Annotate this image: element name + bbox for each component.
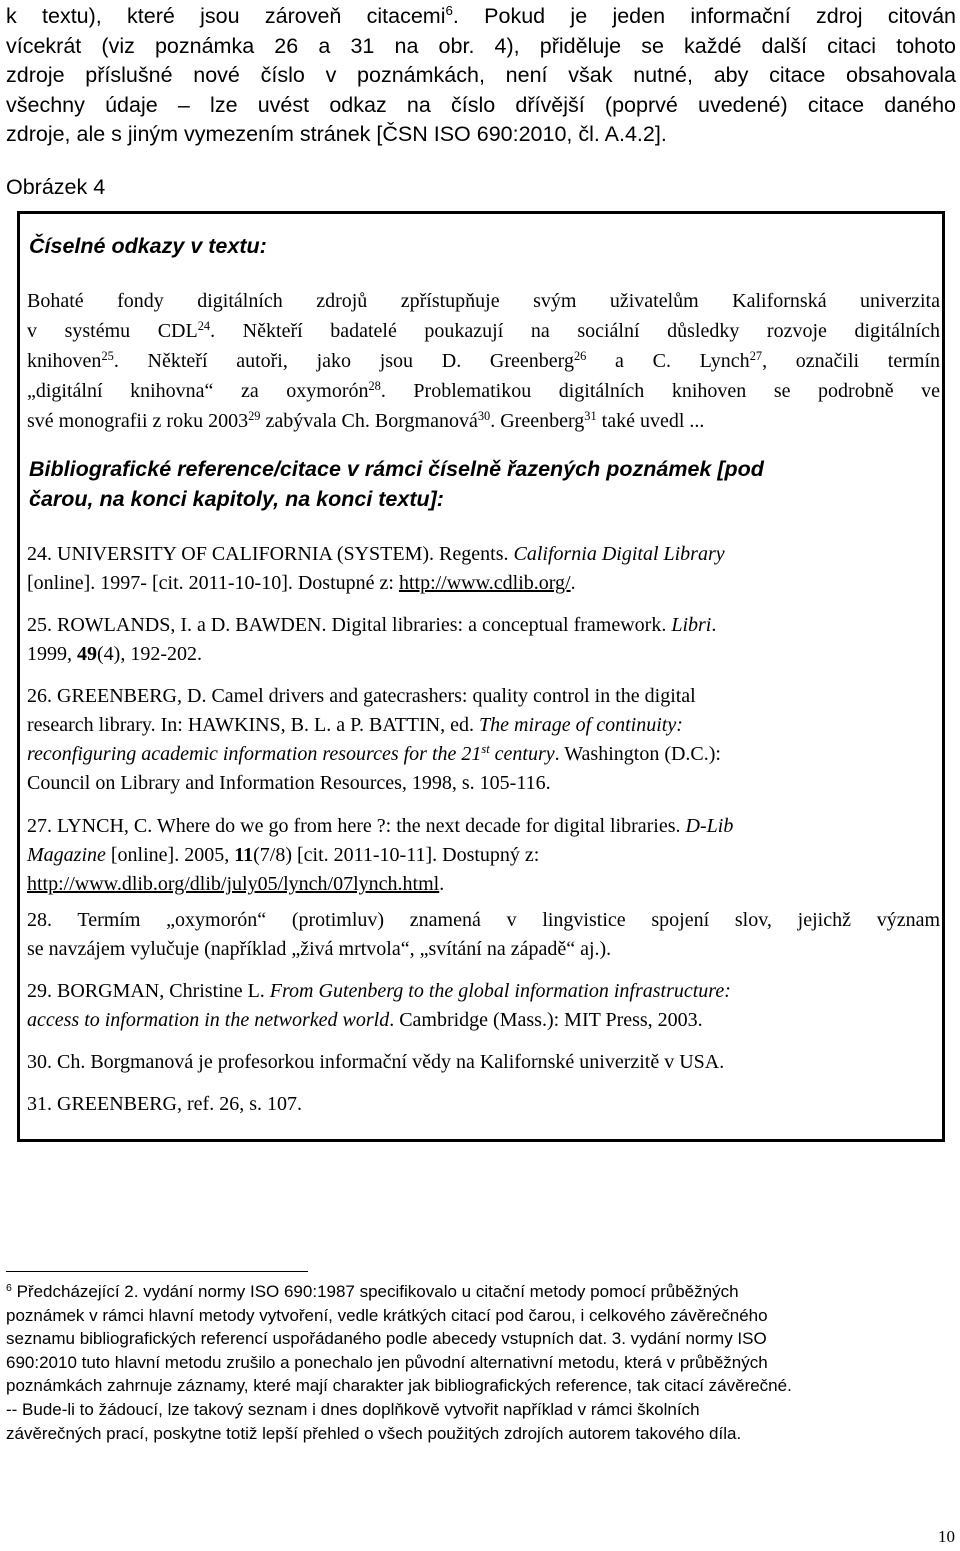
ref-volume: 49 (77, 643, 97, 665)
intro-line: vícekrát (viz poznámka 26 a 31 na obr. 4), přiděluje se každé další citaci tohoto (6, 33, 956, 58)
ref-line: se navzájem vylučuje (například „živá mrtvola“, „svítání na západě“ aj.). (27, 938, 612, 960)
text: [online]. 2005, (105, 844, 235, 866)
intro-line (6, 2, 956, 32)
ordinal-suffix: st (481, 741, 490, 756)
body-line: Bohaté fondy digitálních zdrojů zpřístupňuje svým uživatelům Kalifornská univerzita (27, 290, 940, 312)
figure-caption: Obrázek 4 (6, 175, 106, 199)
note-ref-26[interactable]: 26 (573, 348, 587, 363)
text: v systému CDL (27, 320, 198, 342)
heading-line: Bibliografické reference/citace v rámci číselně řazených poznámek [pod (29, 457, 764, 481)
text: . (711, 614, 717, 636)
note-ref-24[interactable]: 24 (197, 318, 211, 333)
body-line (27, 376, 940, 406)
ref-title: D-Lib (685, 815, 734, 837)
text: . (439, 873, 445, 895)
ref-line: Council on Library and Information Resources, 1998, s. 105-116. (27, 772, 551, 794)
text: knihoven (27, 350, 102, 372)
dlib-link[interactable]: http://www.dlib.org/dlib/july05/lynch/07lynch.html (27, 873, 440, 895)
text: (4), 192-202. (97, 643, 202, 665)
ref-line (27, 1006, 940, 1035)
ref-line (27, 841, 940, 870)
footnote-line (6, 1280, 950, 1304)
intro-line: zdroje příslušné nové číslo v poznámkách, není však nutné, aby citace obsahovala (6, 63, 956, 87)
text: 24. UNIVERSITY OF CALIFORNIA (SYSTEM). Regents. (27, 543, 514, 565)
text: (7/8) [cit. 2011-10-11]. Dostupný z: (253, 844, 540, 866)
note-ref-28[interactable]: 28 (368, 378, 381, 393)
intro-line: zdroje, ale s jiným vymezením stránek [ČSN ISO 690:2010, čl. A.4.2]. (6, 122, 667, 146)
text: 29. BORGMAN, Christine L. (27, 980, 270, 1002)
text: . Washington (D.C.): (554, 743, 721, 765)
note-ref-30[interactable]: 30 (477, 408, 491, 423)
text: research library. In: HAWKINS, B. L. a P. BATTIN, ed. (27, 714, 479, 736)
note-ref-25[interactable]: 25 (101, 348, 114, 363)
reference-29 (27, 977, 940, 1035)
text: reconfiguring academic information resources for the 21 (27, 743, 482, 765)
footnote-line: závěrečných prací, poskytne totiž lepší přehled o všech použitých zdrojích autorem takového díla. (6, 1423, 742, 1443)
cdlib-link[interactable]: http://www.cdlib.org/ (398, 572, 571, 594)
reference-31 (27, 1090, 940, 1119)
text: 25. ROWLANDS, I. a D. BAWDEN. Digital libraries: a conceptual framework. (27, 614, 672, 636)
ref-title (27, 743, 555, 765)
ref-title: The mirage of continuity: (479, 714, 683, 736)
footnote-marker: 6 (6, 1281, 12, 1294)
text: k textu), které jsou zároveň citacemi (6, 4, 446, 28)
reference-26 (27, 682, 940, 798)
ref-volume: 11 (234, 844, 254, 866)
figure-box (17, 211, 945, 1142)
note-ref-27[interactable]: 27 (749, 348, 763, 363)
text: 27. LYNCH, C. Where do we go from here ?: the next decade for digital libraries. (27, 815, 686, 837)
text: . Problematikou digitálních knihoven se podrobně ve (380, 380, 940, 402)
note-ref-29[interactable]: 29 (248, 408, 261, 423)
body-line (27, 406, 940, 436)
text: také uvedl ... (596, 410, 705, 432)
ref-line (27, 640, 940, 669)
text: . Někteří autoři, jako jsou D. Greenberg (113, 350, 574, 372)
ref-line: 31. GREENBERG, ref. 26, s. 107. (27, 1093, 302, 1115)
ref-line: 26. GREENBERG, D. Camel drivers and gatecrashers: quality control in the digital (27, 685, 696, 707)
footnote-separator (6, 1271, 308, 1272)
text: „digitální knihovna“ za oxymorón (27, 380, 369, 402)
text: . Někteří badatelé poukazují na sociální důsledky rozvoje digitálních (210, 320, 940, 342)
intro-paragraph (6, 2, 956, 150)
ref-line (27, 540, 940, 569)
text: , označili termín (762, 350, 941, 372)
ref-line (27, 611, 940, 640)
footnote-line: -- Bude-li to žádoucí, lze takový seznam i dnes doplňkově vytvořit například v rámci školních (6, 1399, 700, 1419)
reference-25 (27, 611, 940, 669)
text: a C. Lynch (586, 350, 750, 372)
text: Předcházející 2. vydání normy ISO 690:1987 specifikovalo u citační metody pomocí průběžných (11, 1282, 739, 1301)
footnote-6 (6, 1280, 950, 1445)
bibliographic-references-heading (29, 454, 909, 514)
note-ref-31[interactable]: 31 (584, 408, 597, 423)
ref-line (27, 977, 940, 1006)
ref-title: Libri (671, 614, 712, 636)
ref-line: 30. Ch. Borgmanová je profesorkou informační vědy na Kalifornské univerzitě v USA. (27, 1051, 725, 1073)
reference-24 (27, 540, 940, 598)
footnote-line: poznámkách zahrnuje záznamy, které mají charakter jak bibliografických reference, tak citací závěrečné. (6, 1376, 792, 1396)
intro-line: všechny údaje – lze uvést odkaz na číslo dřívější (poprvé uvedené) citace daného (6, 92, 956, 117)
ref-title: From Gutenberg to the global information infrastructure: (269, 980, 731, 1002)
text: . Pokud je jeden informační zdroj citován (452, 4, 956, 28)
text: 1999, (27, 643, 77, 665)
ref-line: 28. Termím „oxymorón“ (protimluv) znamená v lingvistice spojení slov, jejichž význam (27, 909, 940, 931)
page-number: 10 (938, 1527, 955, 1546)
reference-27 (27, 812, 940, 899)
ref-line (27, 812, 940, 841)
ref-line (27, 711, 940, 740)
footnote-line: poznámek v rámci hlavní metody vytvoření, vedle krátkých citací pod čarou, i celkového závěrečného (6, 1305, 768, 1325)
ref-title: California Digital Library (513, 543, 725, 565)
body-line (27, 346, 940, 376)
example-body-text (27, 286, 940, 436)
text: . (570, 572, 576, 594)
reference-30 (27, 1048, 940, 1077)
footnote-line: seznamu bibliografických referencí uspořádaného podle abecedy vstupních dat. 3. vydání normy ISO (6, 1329, 767, 1349)
text: zabývala Ch. Borgmanová (260, 410, 478, 432)
text: century (489, 743, 555, 765)
ref-line (27, 870, 940, 899)
reference-28 (27, 906, 940, 964)
text: své monografii z roku 2003 (27, 410, 249, 432)
footnote-ref-6[interactable]: 6 (445, 3, 453, 19)
footnote-line: 690:2010 tuto hlavní metodu zrušilo a ponechalo jen původní alternativní metodu, která v průběžných (6, 1352, 768, 1372)
ref-title: access to information in the networked world (27, 1009, 390, 1031)
body-line (27, 316, 940, 346)
heading-line: čarou, na konci kapitoly, na konci textu]: (29, 487, 444, 511)
ref-line (27, 740, 940, 769)
text: . Cambridge (Mass.): MIT Press, 2003. (389, 1009, 703, 1031)
text: . Greenberg (490, 410, 585, 432)
numeric-references-heading: Číselné odkazy v textu: (29, 234, 267, 258)
ref-line (27, 569, 940, 598)
text: [online]. 1997- [cit. 2011-10-10]. Dostupné z: (27, 572, 399, 594)
ref-title: Magazine (27, 844, 106, 866)
